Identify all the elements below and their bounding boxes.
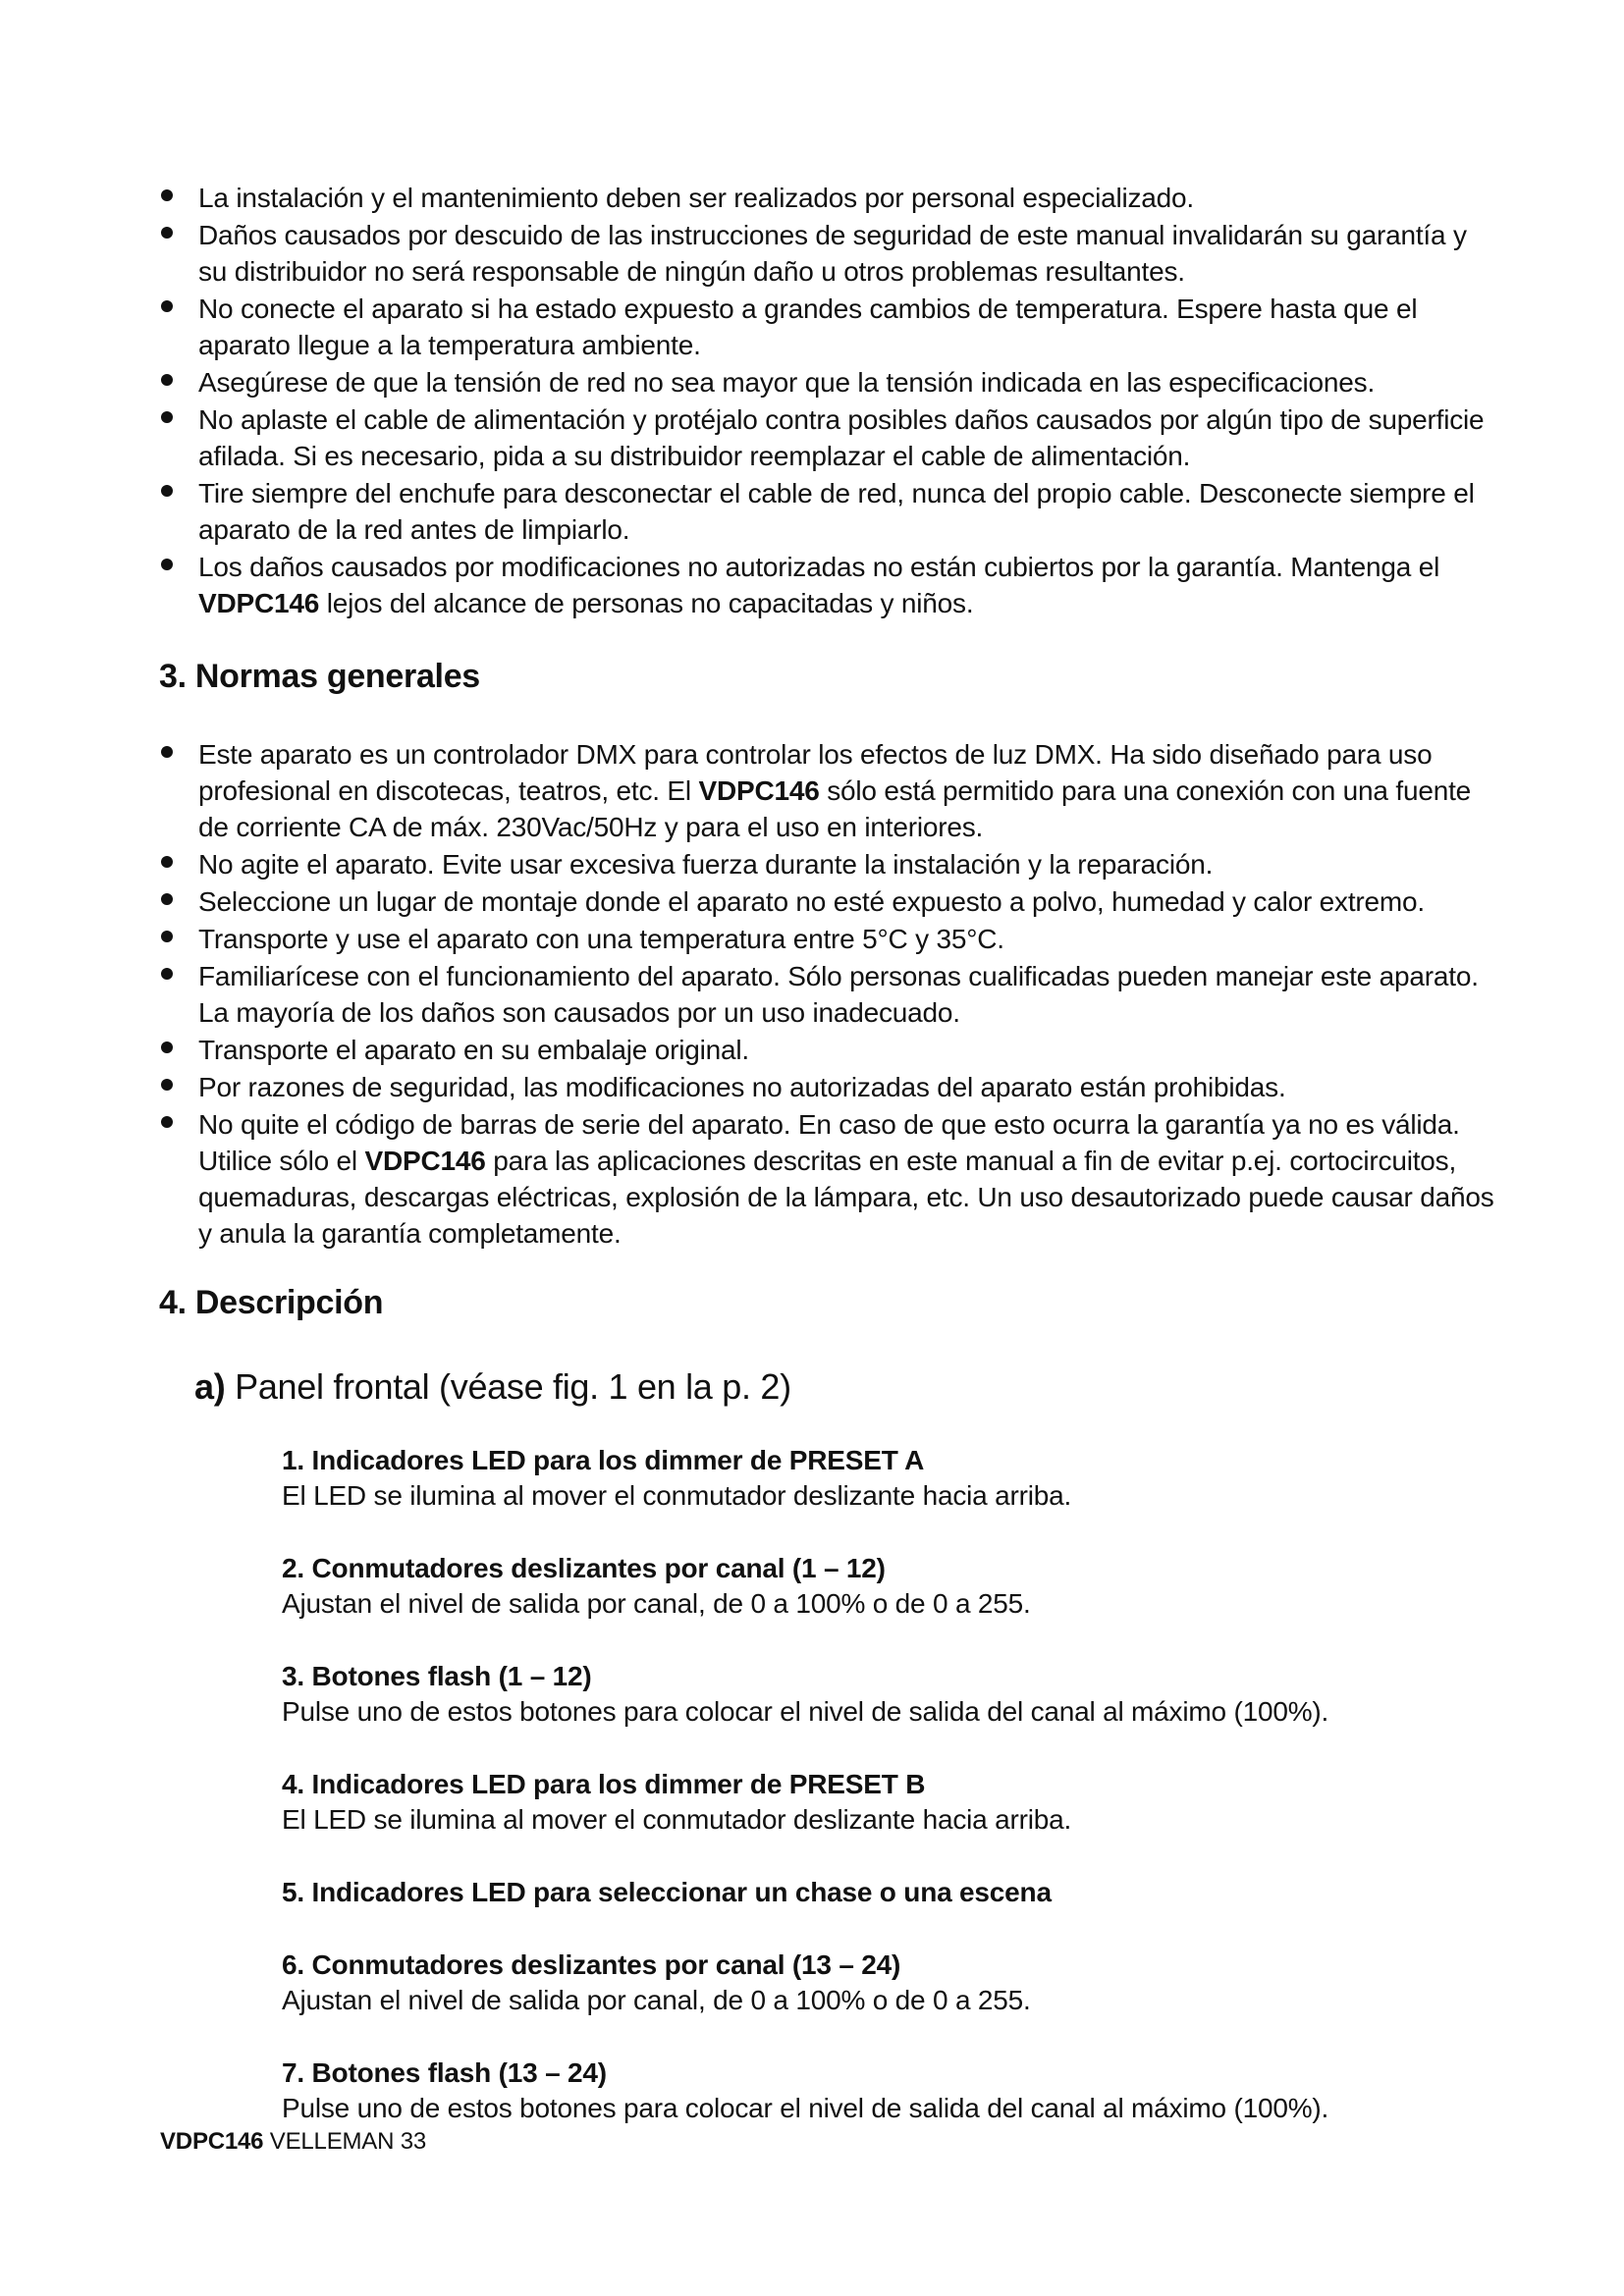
list-item: No quite el código de barras de serie del aparato. En caso de que esto ocurra la garantía ya no es válida. Utilice sólo el VDPC146 para las aplicaciones descritas en este manual a fin de evitar p.ej. cortocircuitos, quemaduras, descargas eléctricas, explosión de la lámpara, etc. Un uso desautorizado puede causar daños y anula la garantía completamente.: [157, 1106, 1502, 1252]
front-panel-item: [282, 2056, 1460, 2126]
model-name: VDPC146: [198, 588, 320, 618]
bullet-icon: [161, 893, 173, 905]
item-title: 7. Botones flash (13 – 24): [282, 2057, 607, 2088]
item-title: 2. Conmutadores deslizantes por canal (1 – 12): [282, 1553, 886, 1583]
list-item: La instalación y el mantenimiento deben ser realizados por personal especializado.: [157, 180, 1502, 216]
item-title: 1. Indicadores LED para los dimmer de PRESET A: [282, 1445, 925, 1475]
model-name: VDPC146: [698, 775, 820, 806]
bullet-icon: [161, 1041, 173, 1053]
page-footer: [160, 2128, 426, 2156]
item-description: El LED se ilumina al mover el conmutador deslizante hacia arriba.: [282, 1480, 1072, 1511]
list-item: Familiarícese con el funcionamiento del aparato. Sólo personas cualificadas pueden manejar este aparato. La mayoría de los daños son causados por un uso inadecuado.: [157, 958, 1502, 1031]
item-title: 6. Conmutadores deslizantes por canal (13 – 24): [282, 1949, 901, 1980]
list-item: Tire siempre del enchufe para desconectar el cable de red, nunca del propio cable. Desconecte siempre el aparato de la red antes de limpiarlo.: [157, 475, 1502, 548]
list-item: No aplaste el cable de alimentación y protéjalo contra posibles daños causados por algún tipo de superficie afilada. Si es necesario, pida a su distribuidor reemplazar el cable de alimentación.: [157, 401, 1502, 474]
list-item: No agite el aparato. Evite usar excesiva fuerza durante la instalación y la reparación.: [157, 846, 1502, 882]
bullet-icon: [161, 931, 173, 942]
bullet-icon: [161, 411, 173, 423]
front-panel-item: [282, 1659, 1460, 1730]
list-item: Transporte el aparato en su embalaje original.: [157, 1032, 1502, 1068]
list-item: Por razones de seguridad, las modificaciones no autorizadas del aparato están prohibidas.: [157, 1069, 1502, 1105]
item-title: 3. Botones flash (1 – 12): [282, 1661, 592, 1691]
front-panel-item: [282, 1551, 1460, 1622]
item-description: Ajustan el nivel de salida por canal, de 0 a 100% o de 0 a 255.: [282, 1985, 1031, 2015]
section-title-descripcion: 4. Descripción: [159, 1284, 384, 1321]
bullet-icon: [161, 300, 173, 312]
list-item: Daños causados por descuido de las instrucciones de seguridad de este manual invalidarán su garantía y su distribuidor no será responsable de ningún daño u otros problemas resultantes.: [157, 217, 1502, 290]
subsection-title-panel-frontal: a) Panel frontal (véase fig. 1 en la p. 2): [194, 1366, 791, 1407]
bullet-icon: [161, 1079, 173, 1091]
item-title: 4. Indicadores LED para los dimmer de PRESET B: [282, 1769, 926, 1799]
bullet-icon: [161, 559, 173, 570]
front-panel-item: [282, 1948, 1460, 2018]
list-item: Transporte y use el aparato con una temperatura entre 5°C y 35°C.: [157, 921, 1502, 957]
bullet-icon: [161, 746, 173, 758]
front-panel-item: [282, 1767, 1460, 1838]
item-description: El LED se ilumina al mover el conmutador deslizante hacia arriba.: [282, 1804, 1072, 1835]
item-description: Pulse uno de estos botones para colocar el nivel de salida del canal al máximo (100%).: [282, 2093, 1329, 2123]
list-item: No conecte el aparato si ha estado expuesto a grandes cambios de temperatura. Espere hasta que el aparato llegue a la temperatura ambiente.: [157, 291, 1502, 363]
item-description: Pulse uno de estos botones para colocar el nivel de salida del canal al máximo (100%).: [282, 1696, 1329, 1727]
list-item: Seleccione un lugar de montaje donde el aparato no esté expuesto a polvo, humedad y calor extremo.: [157, 883, 1502, 920]
model-name: VDPC146: [364, 1146, 486, 1176]
item-description: Ajustan el nivel de salida por canal, de 0 a 100% o de 0 a 255.: [282, 1588, 1031, 1619]
footer-brand-page: VELLEMAN 33: [263, 2128, 427, 2155]
bullet-icon: [161, 485, 173, 497]
safety-bullet-list: [157, 180, 1502, 622]
bullet-icon: [161, 1116, 173, 1128]
footer-model: VDPC146: [160, 2128, 264, 2155]
item-title: 5. Indicadores LED para seleccionar un chase o una escena: [282, 1877, 1052, 1907]
general-rules-list: [157, 736, 1502, 1253]
section-title-normas: 3. Normas generales: [159, 658, 480, 695]
list-item: Este aparato es un controlador DMX para controlar los efectos de luz DMX. Ha sido diseñado para uso profesional en discotecas, teatros, etc. El VDPC146 sólo está permitido para una conexión con una fuente de corriente CA de máx. 230Vac/50Hz y para el uso en interiores.: [157, 736, 1502, 845]
list-item: Asegúrese de que la tensión de red no sea mayor que la tensión indicada en las especificaciones.: [157, 364, 1502, 400]
bullet-icon: [161, 189, 173, 201]
bullet-icon: [161, 374, 173, 386]
front-panel-item-list: [282, 1443, 1460, 2126]
bullet-icon: [161, 227, 173, 239]
bullet-icon: [161, 968, 173, 980]
front-panel-item: [282, 1443, 1460, 1514]
list-item: Los daños causados por modificaciones no autorizadas no están cubiertos por la garantía. Mantenga el VDPC146 lejos del alcance de personas no capacitadas y niños.: [157, 549, 1502, 621]
bullet-icon: [161, 856, 173, 868]
front-panel-item: [282, 1875, 1460, 1910]
